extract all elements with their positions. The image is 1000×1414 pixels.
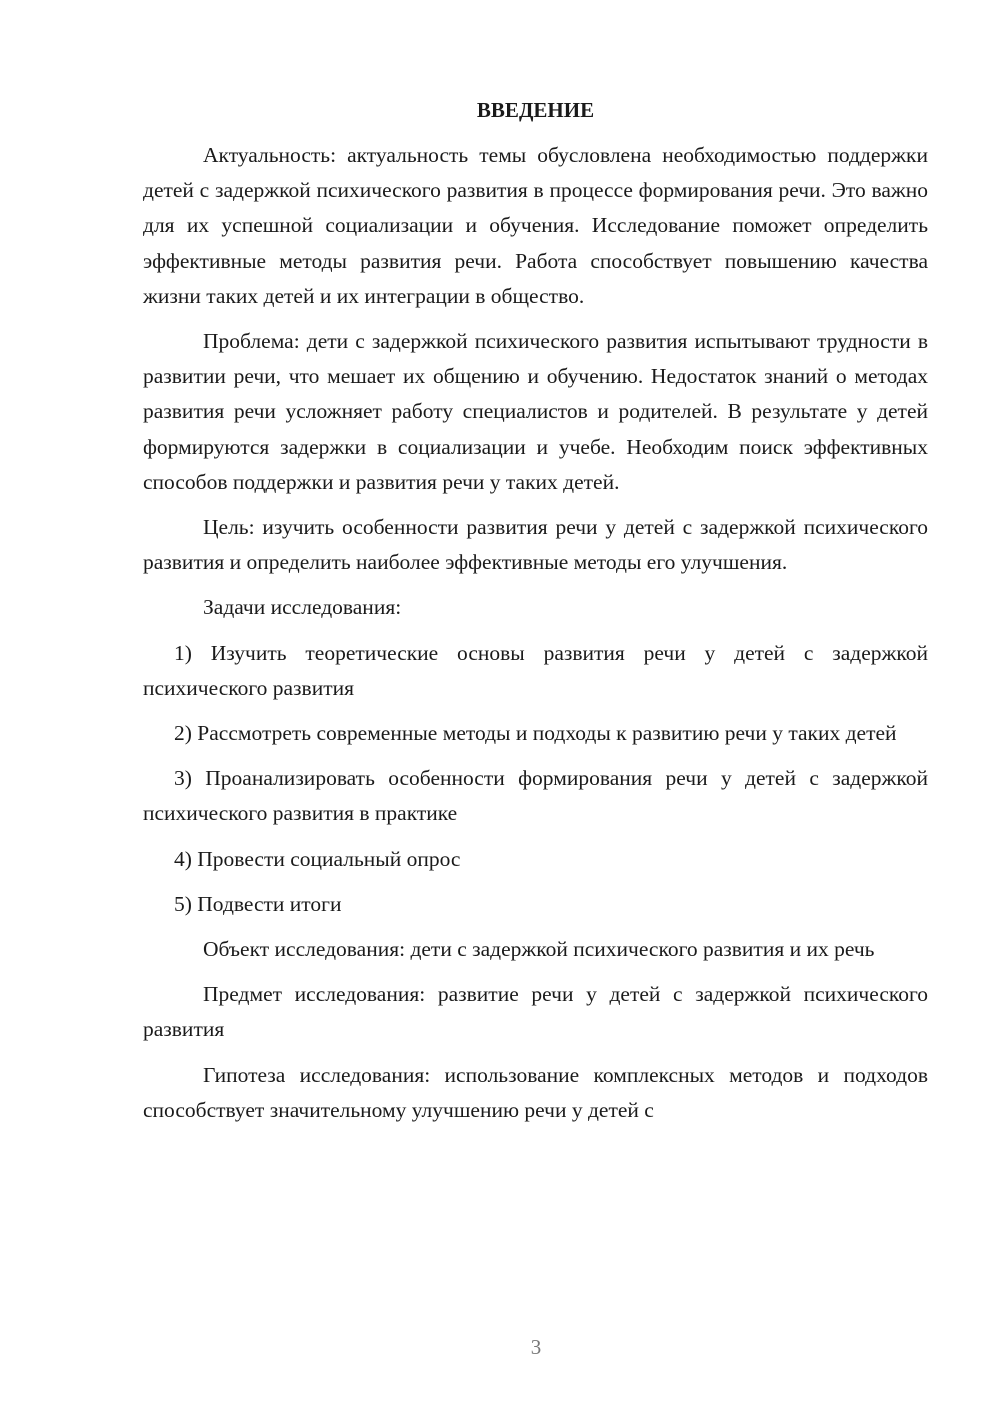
paragraph-problem: Проблема: дети с задержкой психического развития испытывают трудности в развитии речи, что мешает их общению и обучению. Недостаток знаний о методах развития речи усложняет работу специалистов и родителей. В результате у детей формируются задержки в социализации и учебе. Необходим поиск эффективных способов поддержки и развития речи у таких детей. [143,329,928,494]
task-item-5: 5) Подвести итоги [174,891,342,916]
paragraph-tasks-title: Задачи исследования: [203,595,402,620]
paragraph-object: Объект исследования: дети с задержкой психического развития и их речь [203,937,875,962]
paragraph-hypothesis: Гипотеза исследования: использование комплексных методов и подходов способствует значительному улучшению речи у детей с [143,1062,928,1122]
page-number: 3 [530,1335,542,1359]
task-item-3: 3) Проанализировать особенности формирования речи у детей с задержкой психического развития в практике [143,766,928,826]
task-item-4: 4) Провести социальный опрос [174,846,461,871]
paragraph-subject: Предмет исследования: развитие речи у детей с задержкой психического развития [143,982,928,1042]
task-item-1: 1) Изучить теоретические основы развития речи у детей с задержкой психического развития [143,640,928,700]
paragraph-goal: Цель: изучить особенности развития речи у детей с задержкой психического развития и определить наиболее эффективные методы его улучшения. [143,515,928,575]
section-heading: ВВЕДЕНИЕ [476,98,595,122]
document-page [143,93,928,1138]
task-item-2: 2) Рассмотреть современные методы и подходы к развитию речи у таких детей [174,721,897,746]
paragraph-relevance: Актуальность: актуальность темы обусловлена необходимостью поддержки детей с задержкой психического развития в процессе формирования речи. Это важно для их успешной социализации и обучения. Исследование поможет определить эффективные методы развития речи. Работа способствует повышению качества жизни таких детей и их интеграции в общество. [143,143,928,308]
